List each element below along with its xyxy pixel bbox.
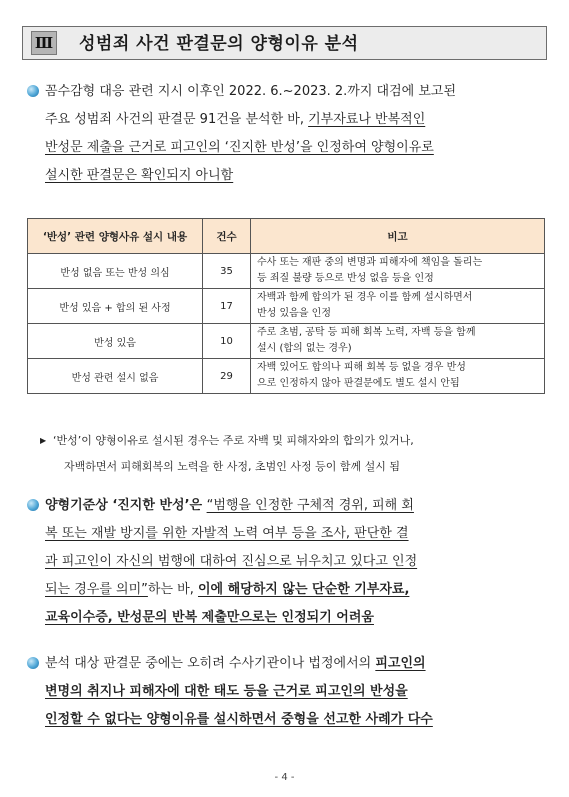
para3-line1-bold: 피고인의 — [375, 656, 426, 671]
table-row — [28, 324, 545, 359]
header-remark: 비고 — [251, 219, 545, 254]
para1-line2-underlined: 기부자료나 반복적인 — [308, 112, 426, 127]
para2-line1 — [45, 494, 414, 513]
para3-line2: 변명의 취지나 피해자에 대한 태도 등을 근거로 피고인의 반성을 — [45, 684, 408, 699]
note-line1: ‘반성’이 양형이유로 설시된 경우는 주로 자백 및 피해자와의 합의가 있거나, — [53, 434, 414, 447]
row-count: 17 — [203, 289, 251, 324]
paragraph-heavy-sentences — [27, 652, 547, 742]
para3-line1-plain: 분석 대상 판결문 중에는 오히려 수사기관이나 법정에서의 — [45, 656, 376, 671]
note-line2: 자백하면서 피해회복의 노력을 한 사정, 초범인 사정 등이 함께 설시 됨 — [64, 460, 400, 473]
row-count: 35 — [203, 254, 251, 289]
para2-line4 — [45, 578, 409, 597]
para3-line3: 인정할 수 없다는 양형이유를 설시하면서 중형을 선고한 사례가 다수 — [45, 712, 433, 727]
header-count: 건수 — [203, 219, 251, 254]
row-content: 반성 있음 + 합의 된 사정 — [28, 289, 203, 324]
row-content: 반성 없음 또는 반성 의심 — [28, 254, 203, 289]
para2-line1-underlined: “범행을 인정한 구체적 경위, 피해 회 — [206, 498, 414, 513]
para2-line4-bold: 이에 해당하지 않는 단순한 기부자료, — [197, 582, 410, 597]
para2-line5: 교육이수증, 반성문의 반복 제출만으로는 인정되기 어려움 — [45, 610, 374, 625]
row-remark-line: 등 죄질 불량 등으로 반성 없음 등을 인정 — [257, 273, 434, 284]
para1-line2-plain: 주요 성범죄 사건의 판결문 91건을 분석한 바, — [45, 112, 309, 127]
para1-line1: 꼼수감형 대응 관련 지시 이후인 2022. 6.~2023. 2.까지 대검에 보고된 — [45, 84, 457, 99]
row-remark-line: 반성 있음을 인정 — [257, 308, 331, 319]
para2-line2: 복 또는 재발 방지를 위한 자발적 노력 여부 등을 조사, 판단한 결 — [45, 526, 409, 541]
para1-line3: 반성문 제출을 근거로 피고인의 ‘진지한 반성’을 인정하여 양형이유로 — [45, 140, 434, 155]
row-remark-line: 자백 있어도 합의나 피해 회복 등 없을 경우 반성 — [257, 362, 466, 373]
row-count: 10 — [203, 324, 251, 359]
row-remark-line: 설시 (합의 없는 경우) — [257, 343, 352, 354]
table-row — [28, 289, 545, 324]
paragraph-findings — [27, 80, 547, 200]
para1-line2 — [45, 108, 425, 127]
row-count: 29 — [203, 359, 251, 394]
row-remark-line: 자백과 함께 합의가 된 경우 이를 함께 설시하면서 — [257, 292, 473, 303]
section-number: Ⅲ — [31, 31, 57, 55]
bullet-icon — [27, 657, 39, 669]
row-remark-line: 수사 또는 재판 중의 변명과 피해자에 책임을 돌리는 — [257, 257, 483, 268]
remorse-table — [27, 218, 545, 394]
row-remark — [251, 254, 545, 289]
para2-line4-plain: 하는 바, — [147, 582, 198, 597]
row-remark — [251, 359, 545, 394]
section-heading — [22, 26, 547, 60]
paragraph-sentencing-standard — [27, 494, 547, 634]
para1-line4: 설시한 판결문은 확인되지 아니함 — [45, 168, 234, 183]
table-header-row — [28, 219, 545, 254]
para3-line1 — [45, 652, 426, 671]
para2-lead: 양형기준상 ‘진지한 반성’은 — [45, 498, 207, 513]
header-content: ‘반성’ 관련 양형사유 설시 내용 — [28, 219, 203, 254]
page-number: - 4 - — [274, 772, 295, 783]
row-remark — [251, 324, 545, 359]
row-content: 반성 있음 — [28, 324, 203, 359]
para2-line3: 과 피고인이 자신의 범행에 대하여 진심으로 뉘우치고 있다고 인정 — [45, 554, 418, 569]
para2-line4-underlined: 되는 경우를 의미” — [45, 582, 148, 597]
bullet-icon — [27, 85, 39, 97]
row-content: 반성 관련 설시 없음 — [28, 359, 203, 394]
row-remark-line: 주로 초범, 공탁 등 피해 회복 노력, 자백 등을 함께 — [257, 327, 476, 338]
section-title: 성범죄 사건 판결문의 양형이유 분석 — [79, 34, 359, 54]
bullet-icon — [27, 499, 39, 511]
table-row — [28, 359, 545, 394]
row-remark — [251, 289, 545, 324]
note-arrow-icon: ▶ — [40, 436, 47, 445]
row-remark-line: 으로 인정하지 않아 판결문에도 별도 설시 안됨 — [257, 378, 460, 389]
table-row — [28, 254, 545, 289]
